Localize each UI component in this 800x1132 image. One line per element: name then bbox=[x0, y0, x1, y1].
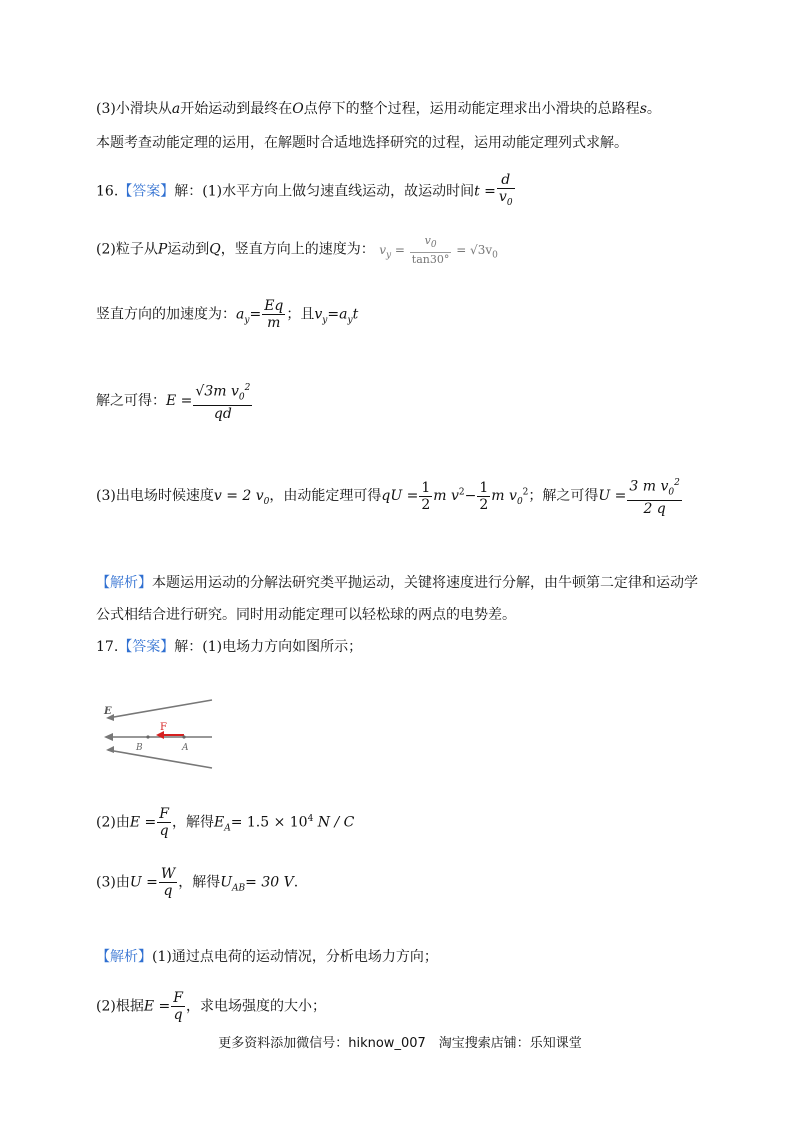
fraction-d-over-v0: $\frac{d}{v_0}$ bbox=[498, 172, 513, 208]
field-line-figure bbox=[100, 695, 218, 775]
point-B bbox=[146, 735, 149, 738]
fraction-eq-over-m: $\frac{Eq}{m}$ bbox=[264, 298, 284, 331]
q16-answer-3: 竖直方向的加速度为：$a_y=$ $\frac{Eq}{m}$ ；且$v_y=a_yt$ bbox=[96, 298, 359, 331]
analysis-tag: 【解析】 bbox=[96, 949, 152, 965]
q16-answer-2: (2)粒子从P运动到Q，竖直方向上的速度为： $v_y$ = $\frac{v_0}{\tan 30^\circ}$ = $√3v_0$ bbox=[96, 234, 498, 267]
q17-answer-3: (3)由U = $\frac{W}{q}$ ，解得$U_{AB}= 30$ V. bbox=[96, 866, 299, 899]
vy-formula-image: $v_y$ = $\frac{v_0}{\tan 30^\circ}$ = $√3v_0$ bbox=[379, 234, 498, 267]
fraction-U-result: $\frac{3 m v_0^2}{2 q}$ bbox=[627, 475, 681, 517]
label-A: A bbox=[182, 743, 189, 753]
point-A bbox=[182, 735, 185, 738]
fraction-W-over-q: $\frac{W}{q}$ bbox=[160, 866, 176, 899]
q17-analysis-2: (2)根据E = $\frac{F}{q}$ ，求电场强度的大小； bbox=[96, 990, 326, 1023]
answer-tag: 【答案】 bbox=[118, 639, 175, 655]
analysis-tag: 【解析】 bbox=[96, 575, 152, 591]
arrowhead-bottom bbox=[106, 746, 114, 753]
q17-answer-2: (2)由E = $\frac{F}{q}$ ，解得$E_A= 1.5 \times 10^4$ N / C bbox=[96, 806, 355, 839]
q16-analysis-2: 公式相结合进行研究。同时用动能定理可以轻松球的两点的电势差。 bbox=[96, 607, 516, 623]
q15-item3: (3)小滑块从a开始运动到最终在O点停下的整个过程，运用动能定理求出小滑块的总路程s。 bbox=[96, 101, 661, 117]
q17-answer-1: 17.【答案】解：(1)电场力方向如图所示； bbox=[96, 639, 363, 655]
label-E: E bbox=[104, 706, 112, 717]
q16-answer-1: 16.【答案】解：(1)水平方向上做匀速直线运动，故运动时间t = $\frac{d}{v_0}$ bbox=[96, 172, 516, 211]
answer-tag: 【答案】 bbox=[118, 183, 175, 200]
label-F: F bbox=[160, 722, 167, 733]
q16-answer-4: 解之可得：E = $\frac{√3m v_0^2}{qd}$ bbox=[96, 380, 253, 422]
page-footer: 更多资料添加微信号：hiknow_007 淘宝搜索店铺：乐知课堂 bbox=[218, 1036, 582, 1051]
fraction-E-result: $\frac{√3m v_0^2}{qd}$ bbox=[193, 380, 252, 422]
q16-answer-5: (3)出电场时候速度v = 2 $v_0$，由动能定理可得qU = $\frac{1}{2}$ m $v^2-$ $\frac{1}{2}$ m $v_0^2$；解之可得U = $\frac{3 m v_0^2}{2 q}$ bbox=[96, 475, 683, 517]
q16-analysis-1: 【解析】本题运用运动的分解法研究类平抛运动，关键将速度进行分解，由牛顿第二定律和运动学 bbox=[96, 575, 698, 591]
q15-summary: 本题考查动能定理的运用，在解题时合适地选择研究的过程，运用动能定理列式求解。 bbox=[96, 135, 628, 151]
label-B: B bbox=[136, 743, 143, 753]
field-line-bottom bbox=[108, 750, 212, 768]
field-line-top bbox=[108, 700, 212, 718]
arrowhead-middle bbox=[104, 733, 113, 741]
q17-analysis-1: 【解析】(1)通过点电荷的运动情况，分析电场力方向； bbox=[96, 949, 438, 965]
fraction-F-over-q: $\frac{F}{q}$ bbox=[159, 806, 169, 839]
